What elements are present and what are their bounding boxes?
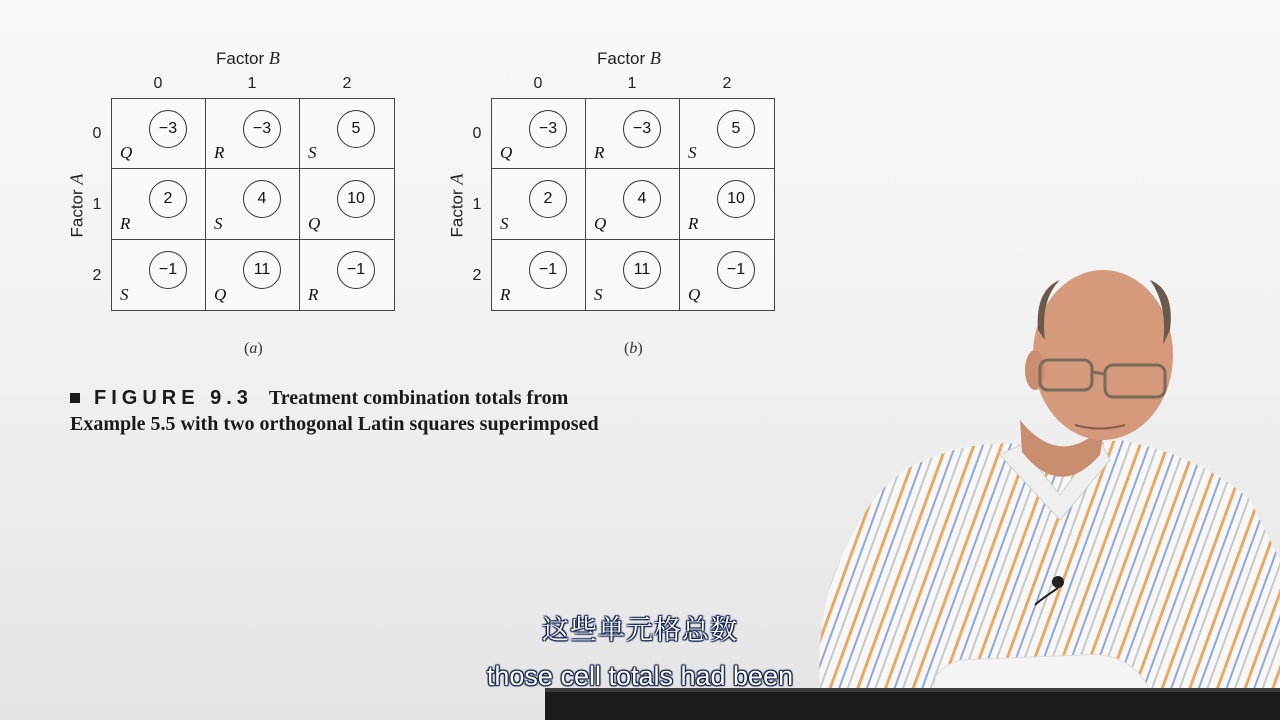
treatment-letter: R: [594, 143, 605, 163]
col-label-2: 2: [342, 75, 352, 92]
cell-total: 11: [243, 251, 281, 289]
treatment-letter: S: [214, 213, 223, 233]
cell-total: 10: [337, 180, 375, 218]
col-label-1: 1: [627, 75, 637, 92]
cell-total: 4: [623, 180, 661, 218]
panel-a-label: (a): [244, 340, 263, 357]
factor-b-label: Factor B: [216, 48, 280, 68]
row-label-2: 2: [92, 267, 102, 284]
treatment-letter: Q: [214, 285, 227, 304]
caption-line-2: Example 5.5 with two orthogonal Latin squares superimposed: [70, 413, 599, 435]
cell-total: −1: [149, 251, 187, 289]
cell-total: 4: [243, 180, 281, 218]
row-label-0: 0: [472, 125, 482, 142]
cell-total: −1: [337, 251, 375, 289]
col-label-2: 2: [722, 75, 732, 92]
presenter-shirt: [819, 440, 1280, 690]
treatment-letter: S: [688, 143, 697, 163]
treatment-letter: Q: [120, 143, 133, 163]
factor-b-label: Factor B: [597, 48, 661, 68]
treatment-letter: R: [120, 213, 131, 233]
row-label-1: 1: [472, 196, 482, 213]
row-label-2: 2: [472, 267, 482, 284]
treatment-letter: S: [308, 143, 317, 163]
treatment-letter: R: [500, 285, 511, 304]
treatment-letter: Q: [688, 285, 701, 304]
figure-number: FIGURE 9.3: [94, 386, 253, 409]
cell-total: −3: [529, 110, 567, 148]
cell-total: 5: [717, 110, 755, 148]
factor-a-label: Factor A: [446, 173, 467, 238]
cell-total: 2: [529, 180, 567, 218]
subtitle-english: those cell totals had been: [486, 661, 794, 691]
lapel-microphone-icon: [1052, 576, 1064, 588]
treatment-letter: Q: [594, 213, 607, 233]
cell-total: −1: [529, 251, 567, 289]
treatment-letter: Q: [500, 143, 513, 163]
treatment-letter: Q: [308, 213, 321, 233]
panel-b-label: (b): [624, 340, 643, 357]
cell-total: −3: [149, 110, 187, 148]
cell-total: −3: [243, 110, 281, 148]
cell-total: 5: [337, 110, 375, 148]
factor-a-label: Factor A: [66, 173, 87, 238]
treatment-letter: R: [214, 143, 225, 163]
subtitle-chinese: 这些单元格总数: [542, 615, 738, 646]
treatment-letter: S: [120, 285, 129, 304]
presenter-head: [1033, 270, 1173, 440]
col-label-1: 1: [247, 75, 257, 92]
treatment-letter: S: [500, 213, 509, 233]
caption-line-1: Treatment combination totals from: [268, 386, 569, 409]
treatment-letter: R: [688, 213, 699, 233]
cell-total: 2: [149, 180, 187, 218]
cell-total: 10: [717, 180, 755, 218]
cell-total: −3: [623, 110, 661, 148]
col-label-0: 0: [533, 75, 543, 92]
treatment-letter: S: [594, 285, 603, 304]
cell-total: −1: [717, 251, 755, 289]
row-label-0: 0: [92, 125, 102, 142]
col-label-0: 0: [153, 75, 163, 92]
treatment-letter: R: [308, 285, 319, 304]
row-label-1: 1: [92, 196, 102, 213]
desk-edge: [545, 688, 1280, 720]
cell-total: 11: [623, 251, 661, 289]
